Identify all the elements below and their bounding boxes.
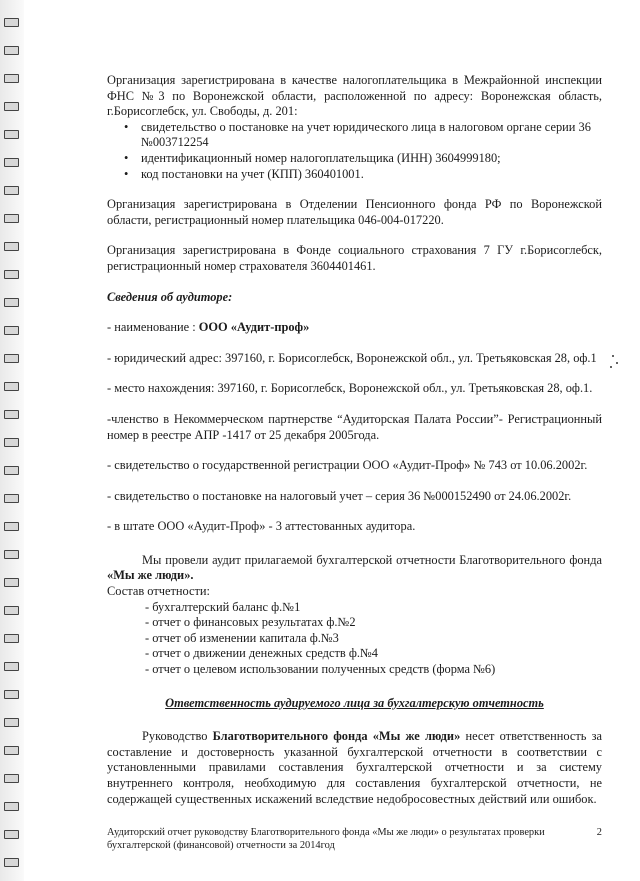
binding-hole xyxy=(4,298,19,307)
auditor-name-value: ООО «Аудит-проф» xyxy=(198,320,310,335)
pension-registration-paragraph: Организация зарегистрирована в Отделении Пенсионного фонда РФ по Воронежской области, регистрационный номер плательщика 046-004-017220. xyxy=(107,197,602,227)
social-registration-paragraph: Организация зарегистрирована в Фонде социального страхования 7 ГУ г.Борисоглебск, регистрационный номер страхователя 3604401461. xyxy=(107,243,602,273)
binding-hole xyxy=(4,550,19,559)
binding-hole xyxy=(4,130,19,139)
binding-hole xyxy=(4,606,19,615)
binding-hole xyxy=(4,18,19,27)
responsibility-prefix: Руководство xyxy=(142,729,213,744)
binding-hole xyxy=(4,578,19,587)
binding-hole xyxy=(4,102,19,111)
scan-speck xyxy=(612,355,614,357)
footer-text: Аудиторский отчет руководству Благотворительного фонда «Мы же люди» о результатах проверки бухгалтерской (финансовой) отчетности за 2014год xyxy=(107,827,545,851)
responsibility-paragraph xyxy=(107,729,602,807)
composition-label: Состав отчетности: xyxy=(107,584,210,599)
auditor-legal-address: - юридический адрес: 397160, г. Борисоглебск, Воронежской обл., ул. Третьяковская 28, оф.1 xyxy=(107,350,597,365)
document-body xyxy=(107,73,602,807)
binding-hole xyxy=(4,858,19,867)
binding-hole xyxy=(4,74,19,83)
binding-hole xyxy=(4,46,19,55)
audit-intro-paragraph xyxy=(107,553,602,584)
list-item: - бухгалтерский баланс ф.№1 xyxy=(145,599,301,614)
binding-hole xyxy=(4,718,19,727)
composition-list xyxy=(107,600,602,678)
page-footer xyxy=(107,826,602,852)
binding-hole xyxy=(4,326,19,335)
binding-hole xyxy=(4,186,19,195)
binding-hole xyxy=(4,214,19,223)
responsibility-org: Благотворительного фонда «Мы же люди» xyxy=(212,729,461,744)
auditor-state-registration: - свидетельство о государственной регистрации ООО «Аудит-Проф» № 743 от 10.06.2002г. xyxy=(107,458,588,473)
tax-registration-list xyxy=(107,120,602,182)
scan-speck xyxy=(610,366,612,368)
responsibility-heading: Ответственность аудируемого лица за бухгалтерскую отчетность xyxy=(165,695,544,710)
binding-hole xyxy=(4,690,19,699)
list-item: - отчет о целевом использовании полученных средств (форма №6) xyxy=(145,662,496,677)
binding-hole xyxy=(4,802,19,811)
scan-speck xyxy=(616,362,618,364)
auditor-tax-registration: - свидетельство о постановке на налоговый учет – серия 36 №000152490 от 24.06.2002г. xyxy=(107,488,572,503)
binding-hole xyxy=(4,466,19,475)
list-item: • свидетельство о постановке на учет юридического лица в налоговом органе серии 36 №003712254 xyxy=(107,120,602,151)
binding-hole xyxy=(4,242,19,251)
binding-hole xyxy=(4,830,19,839)
binding-hole xyxy=(4,410,19,419)
auditor-name-line xyxy=(107,320,602,336)
audit-intro-text: Мы провели аудит прилагаемой бухгалтерской отчетности Благотворительного фонда xyxy=(142,552,602,567)
auditor-name-label: - наименование : xyxy=(107,320,199,335)
binding-hole xyxy=(4,662,19,671)
spiral-binding-edge xyxy=(0,0,24,881)
binding-hole xyxy=(4,354,19,363)
list-item: • код постановки на учет (КПП) 360401001. xyxy=(107,167,602,183)
list-item: - отчет об изменении капитала ф.№3 xyxy=(145,630,339,645)
responsibility-text: несет ответственность за составление и достоверность указанной бухгалтерской отчетности в соответствии с установленными правилами составления бухгалтерской отчетности и за систему внутреннего контроля, необходимую для составления бухгалтерской отчетности, не содержащей существенных искажений вследствие недобросовестных действий или ошибок. xyxy=(107,729,603,806)
auditor-location: - место нахождения: 397160, г. Борисоглебск, Воронежской обл., ул. Третьяковская 28, оф.1. xyxy=(107,381,593,396)
binding-hole xyxy=(4,494,19,503)
auditor-section-heading: Сведения об аудиторе: xyxy=(107,289,233,304)
tax-registration-paragraph: Организация зарегистрирована в качестве налогоплательщика в Межрайонной инспекции ФНС №3 по Воронежской области, расположенной по адресу: Воронежская область, г.Борисоглебск, ул. Свободы, д. 201: xyxy=(107,73,602,119)
binding-hole xyxy=(4,158,19,167)
page-number: 2 xyxy=(596,827,602,838)
binding-hole xyxy=(4,746,19,755)
fund-name: «Мы же люди». xyxy=(107,568,194,583)
binding-hole xyxy=(4,774,19,783)
binding-hole xyxy=(4,270,19,279)
list-item: - отчет о финансовых результатах ф.№2 xyxy=(145,615,356,630)
auditor-staff: - в штате ООО «Аудит-Проф» - 3 аттестованных аудитора. xyxy=(107,519,416,534)
auditor-membership: -членство в Некоммерческом партнерстве “Аудиторская Палата России”- Регистрационный номер в реестре АПР -1417 от 25 декабря 2005года. xyxy=(107,411,602,442)
binding-hole xyxy=(4,438,19,447)
binding-hole xyxy=(4,634,19,643)
list-item: - отчет о движении денежных средств ф.№4 xyxy=(145,646,378,661)
binding-hole xyxy=(4,522,19,531)
binding-hole xyxy=(4,382,19,391)
list-item: • идентификационный номер налогоплательщика (ИНН) 3604999180; xyxy=(107,151,602,167)
